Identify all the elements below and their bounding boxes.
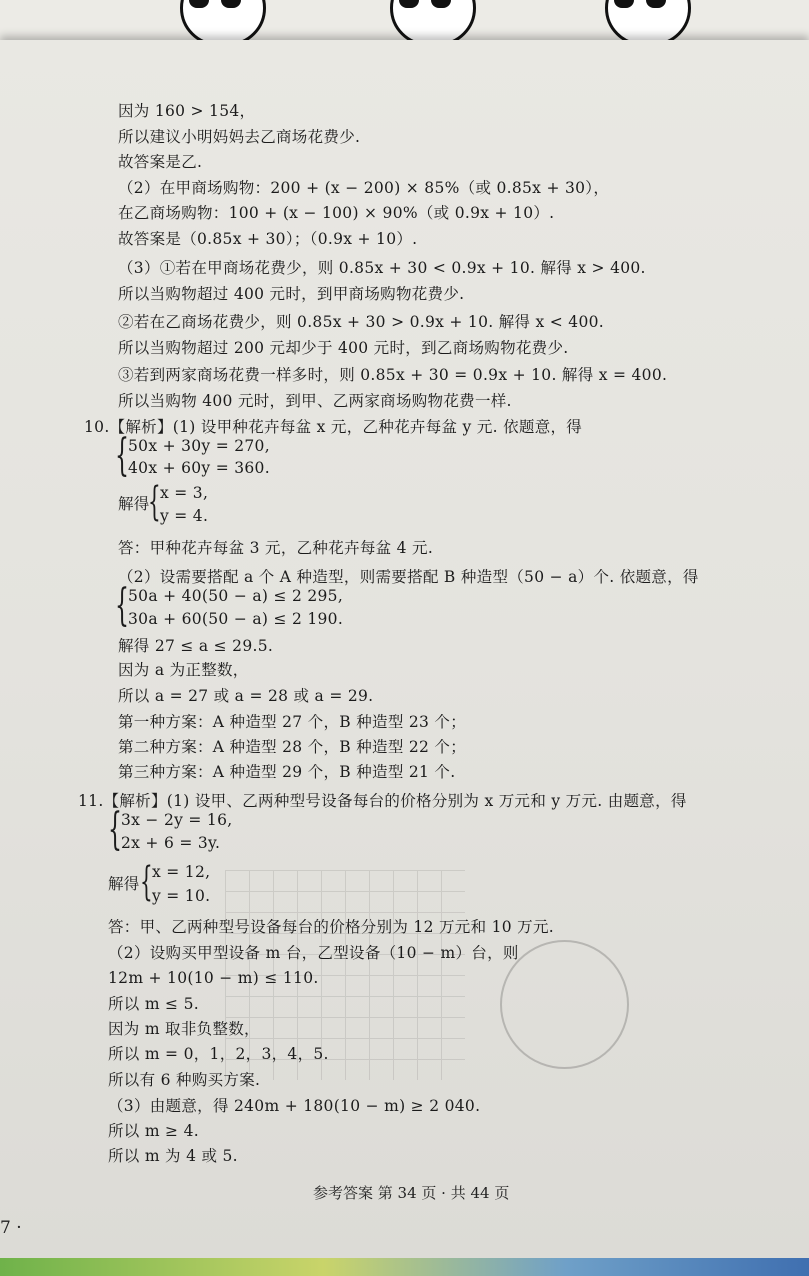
problem-11-heading: 11.【解析】(1) 设甲、乙两种型号设备每台的价格分别为 x 万元和 y 万元. 由题意，得 [78, 792, 687, 810]
equation-line: 50x + 30y = 270, [128, 437, 270, 455]
text-line: （2）设购买甲型设备 m 台，乙型设备（10 − m）台，则 [108, 944, 519, 962]
text-line: （2）设需要搭配 a 个 A 种造型，则需要搭配 B 种造型（50 − a）个. 依题意，得 [118, 568, 699, 586]
equation-brace: { [140, 859, 153, 905]
equation-line: 40x + 60y = 360. [128, 459, 270, 477]
text-line: 所以 m 为 4 或 5. [108, 1147, 238, 1165]
text-line: 所以 a = 27 或 a = 28 或 a = 29. [118, 687, 374, 705]
equation-brace: { [115, 430, 129, 481]
text-line: 故答案是（0.85x + 30）；（0.9x + 10）. [118, 230, 418, 248]
equation-brace: { [115, 580, 129, 631]
equation-line: y = 4. [160, 507, 209, 525]
text-line: （3）由题意，得 240m + 180(10 − m) ≥ 2 040. [108, 1097, 481, 1115]
equation-line: 3x − 2y = 16, [121, 811, 233, 829]
text-line: 在乙商场购物：100 + (x − 100) × 90%（或 0.9x + 10）. [118, 204, 555, 222]
text-line: 所以当购物超过 200 元却少于 400 元时，到乙商场购物花费少. [118, 339, 569, 357]
text-line: 解得 [118, 495, 150, 513]
equation-brace: { [148, 479, 161, 525]
text-line: 所以有 6 种购买方案. [108, 1071, 261, 1089]
text-line: 第二种方案：A 种造型 28 个，B 种造型 22 个； [118, 738, 466, 756]
equation-line: x = 3, [160, 484, 209, 502]
equation-line: 30a + 60(50 − a) ≤ 2 190. [128, 610, 344, 628]
bleed-through-pie [500, 940, 629, 1069]
equation-line: x = 12, [152, 863, 211, 881]
text-line: 所以当购物 400 元时，到甲、乙两家商场购物花费一样. [118, 392, 512, 410]
text-line: ②若在乙商场花费少，则 0.85x + 30 > 0.9x + 10. 解得 x < 400. [118, 313, 605, 331]
text-line: 答：甲种花卉每盆 3 元，乙种花卉每盆 4 元. [118, 539, 434, 557]
equation-line: y = 10. [152, 887, 211, 905]
text-line: 解得 27 ≤ a ≤ 29.5. [118, 637, 274, 655]
equation-brace: { [108, 804, 122, 855]
text-line: 第三种方案：A 种造型 29 个，B 种造型 21 个. [118, 763, 456, 781]
text-line: 所以建议小明妈妈去乙商场花费少. [118, 128, 361, 146]
text-line: （3）①若在甲商场花费少，则 0.85x + 30 < 0.9x + 10. 解得 x > 400. [118, 259, 646, 277]
equation-line: 2x + 6 = 3y. [121, 834, 221, 852]
text-line: 所以 m = 0，1，2，3，4，5. [108, 1045, 329, 1063]
text-line: 所以 m ≤ 5. [108, 995, 199, 1013]
equation-line: 50a + 40(50 − a) ≤ 2 295, [128, 587, 344, 605]
text-line: 因为 160 > 154， [118, 102, 256, 120]
text-line: ③若到两家商场花费一样多时，则 0.85x + 30 = 0.9x + 10. 解得 x = 400. [118, 366, 668, 384]
problem-10-heading: 10.【解析】(1) 设甲种花卉每盆 x 元，乙种花卉每盆 y 元. 依题意，得 [84, 418, 583, 436]
page-footer: 参考答案 第 34 页 · 共 44 页 [313, 1184, 510, 1202]
text-line: 所以 m ≥ 4. [108, 1122, 199, 1140]
text-line: 解得 [108, 875, 140, 893]
text-line: 所以当购物超过 400 元时，到甲商场购物花费少. [118, 285, 465, 303]
text-line: （2）在甲商场购物：200 + (x − 200) × 85%（或 0.85x + 30）， [118, 179, 610, 197]
text-line: 第一种方案：A 种造型 27 个，B 种造型 23 个； [118, 713, 466, 731]
text-line: 答：甲、乙两种型号设备每台的价格分别为 12 万元和 10 万元. [108, 918, 554, 936]
text-line: 因为 a 为正整数， [118, 661, 249, 679]
text-line: 故答案是乙. [118, 153, 203, 171]
book-edge [0, 1258, 809, 1276]
text-line: 因为 m 取非负整数， [108, 1020, 260, 1038]
text-line: 12m + 10(10 − m) ≤ 110. [108, 969, 319, 987]
page-number: 7 · [0, 1218, 22, 1238]
